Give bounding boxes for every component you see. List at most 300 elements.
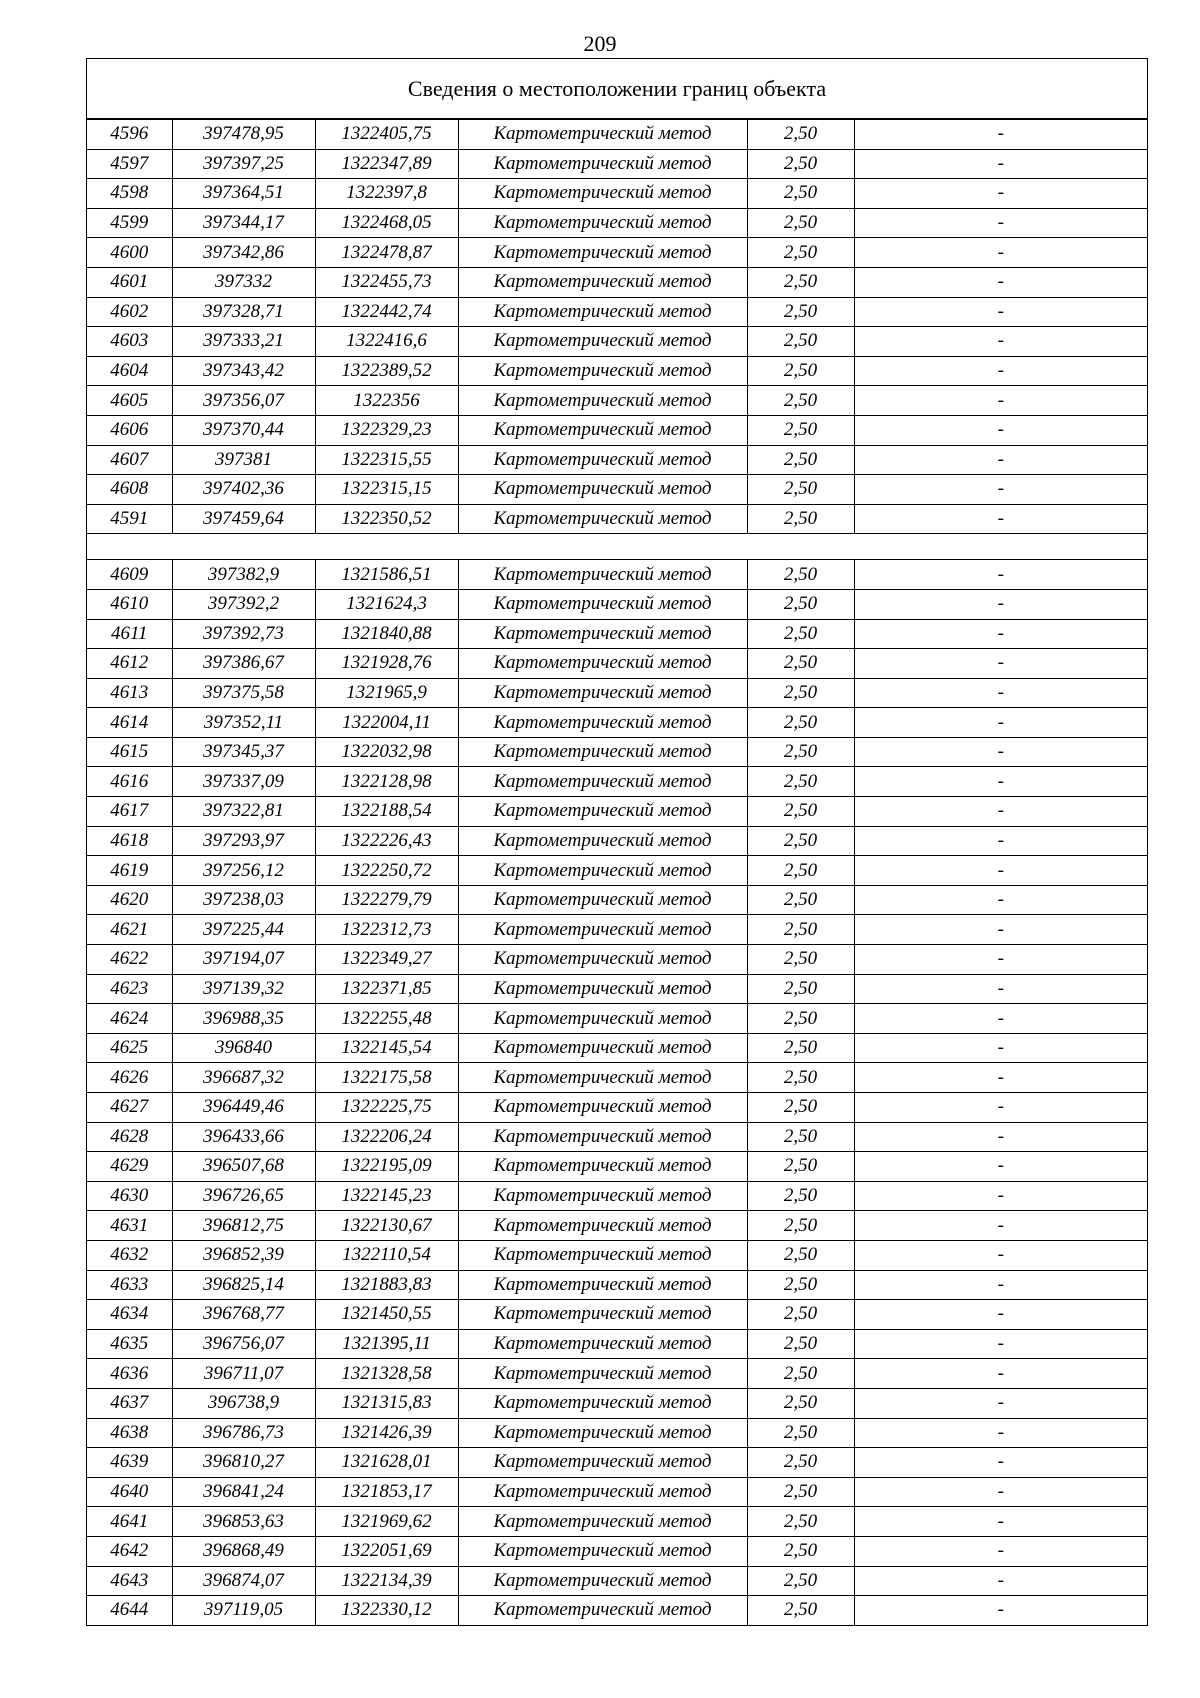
table-row — [87, 415, 1147, 445]
table-row — [87, 1448, 1147, 1478]
accuracy-cell: 2,50 — [747, 797, 854, 827]
table-row — [87, 1477, 1147, 1507]
point-number-cell: 4643 — [87, 1566, 172, 1596]
table-row — [87, 1596, 1147, 1626]
point-number-cell: 4633 — [87, 1270, 172, 1300]
point-number-cell: 4611 — [87, 619, 172, 649]
y-coordinate-cell: 1322371,85 — [315, 974, 458, 1004]
description-cell: - — [854, 149, 1147, 179]
method-cell: Картометрический метод — [458, 1596, 747, 1626]
accuracy-cell: 2,50 — [747, 560, 854, 590]
point-number-cell: 4641 — [87, 1507, 172, 1537]
table-row — [87, 1566, 1147, 1596]
description-cell: - — [854, 179, 1147, 209]
method-cell: Картометрический метод — [458, 1329, 747, 1359]
method-cell: Картометрический метод — [458, 1359, 747, 1389]
x-coordinate-cell: 397397,25 — [172, 149, 315, 179]
description-cell: - — [854, 1270, 1147, 1300]
description-cell: - — [854, 1448, 1147, 1478]
method-cell: Картометрический метод — [458, 179, 747, 209]
method-cell: Картометрический метод — [458, 708, 747, 738]
description-cell: - — [854, 475, 1147, 505]
group-separator-cell — [87, 534, 1147, 560]
description-cell: - — [854, 589, 1147, 619]
point-number-cell: 4602 — [87, 297, 172, 327]
description-cell: - — [854, 1181, 1147, 1211]
method-cell: Картометрический метод — [458, 1004, 747, 1034]
point-number-cell: 4624 — [87, 1004, 172, 1034]
accuracy-cell: 2,50 — [747, 708, 854, 738]
accuracy-cell: 2,50 — [747, 1477, 854, 1507]
table-row — [87, 1388, 1147, 1418]
point-number-cell: 4631 — [87, 1211, 172, 1241]
method-cell: Картометрический метод — [458, 1122, 747, 1152]
method-cell: Картометрический метод — [458, 885, 747, 915]
table-row — [87, 619, 1147, 649]
x-coordinate-cell: 396868,49 — [172, 1536, 315, 1566]
method-cell: Картометрический метод — [458, 1033, 747, 1063]
x-coordinate-cell: 397139,32 — [172, 974, 315, 1004]
y-coordinate-cell: 1322397,8 — [315, 179, 458, 209]
table-row — [87, 120, 1147, 150]
accuracy-cell: 2,50 — [747, 619, 854, 649]
description-cell: - — [854, 1418, 1147, 1448]
x-coordinate-cell: 396853,63 — [172, 1507, 315, 1537]
method-cell: Картометрический метод — [458, 386, 747, 416]
x-coordinate-cell: 397343,42 — [172, 356, 315, 386]
x-coordinate-cell: 396812,75 — [172, 1211, 315, 1241]
x-coordinate-cell: 397356,07 — [172, 386, 315, 416]
y-coordinate-cell: 1322145,54 — [315, 1033, 458, 1063]
point-number-cell: 4600 — [87, 238, 172, 268]
x-coordinate-cell: 396852,39 — [172, 1240, 315, 1270]
coordinates-table-body — [87, 120, 1147, 1626]
method-cell: Картометрический метод — [458, 238, 747, 268]
point-number-cell: 4609 — [87, 560, 172, 590]
description-cell: - — [854, 826, 1147, 856]
description-cell: - — [854, 1536, 1147, 1566]
y-coordinate-cell: 1321395,11 — [315, 1329, 458, 1359]
y-coordinate-cell: 1322130,67 — [315, 1211, 458, 1241]
method-cell: Картометрический метод — [458, 1418, 747, 1448]
accuracy-cell: 2,50 — [747, 1240, 854, 1270]
y-coordinate-cell: 1322188,54 — [315, 797, 458, 827]
accuracy-cell: 2,50 — [747, 208, 854, 238]
table-row — [87, 267, 1147, 297]
y-coordinate-cell: 1322134,39 — [315, 1566, 458, 1596]
description-cell: - — [854, 885, 1147, 915]
y-coordinate-cell: 1321853,17 — [315, 1477, 458, 1507]
accuracy-cell: 2,50 — [747, 1536, 854, 1566]
description-cell: - — [854, 737, 1147, 767]
point-number-cell: 4644 — [87, 1596, 172, 1626]
method-cell: Картометрический метод — [458, 1448, 747, 1478]
method-cell: Картометрический метод — [458, 826, 747, 856]
x-coordinate-cell: 397345,37 — [172, 737, 315, 767]
table-row — [87, 974, 1147, 1004]
method-cell: Картометрический метод — [458, 415, 747, 445]
method-cell: Картометрический метод — [458, 1211, 747, 1241]
accuracy-cell: 2,50 — [747, 649, 854, 679]
description-cell: - — [854, 1507, 1147, 1537]
accuracy-cell: 2,50 — [747, 297, 854, 327]
point-number-cell: 4596 — [87, 120, 172, 150]
table-row — [87, 1300, 1147, 1330]
y-coordinate-cell: 1322250,72 — [315, 856, 458, 886]
accuracy-cell: 2,50 — [747, 678, 854, 708]
x-coordinate-cell: 397238,03 — [172, 885, 315, 915]
point-number-cell: 4618 — [87, 826, 172, 856]
x-coordinate-cell: 397333,21 — [172, 327, 315, 357]
accuracy-cell: 2,50 — [747, 179, 854, 209]
point-number-cell: 4637 — [87, 1388, 172, 1418]
point-number-cell: 4608 — [87, 475, 172, 505]
table-row — [87, 1152, 1147, 1182]
point-number-cell: 4623 — [87, 974, 172, 1004]
x-coordinate-cell: 396874,07 — [172, 1566, 315, 1596]
table-row — [87, 149, 1147, 179]
method-cell: Картометрический метод — [458, 149, 747, 179]
accuracy-cell: 2,50 — [747, 1300, 854, 1330]
x-coordinate-cell: 397293,97 — [172, 826, 315, 856]
description-cell: - — [854, 1152, 1147, 1182]
y-coordinate-cell: 1322051,69 — [315, 1536, 458, 1566]
point-number-cell: 4591 — [87, 504, 172, 534]
method-cell: Картометрический метод — [458, 267, 747, 297]
method-cell: Картометрический метод — [458, 1536, 747, 1566]
accuracy-cell: 2,50 — [747, 1388, 854, 1418]
y-coordinate-cell: 1321328,58 — [315, 1359, 458, 1389]
x-coordinate-cell: 397328,71 — [172, 297, 315, 327]
description-cell: - — [854, 915, 1147, 945]
description-cell: - — [854, 415, 1147, 445]
y-coordinate-cell: 1322356 — [315, 386, 458, 416]
description-cell: - — [854, 797, 1147, 827]
method-cell: Картометрический метод — [458, 1388, 747, 1418]
y-coordinate-cell: 1322110,54 — [315, 1240, 458, 1270]
table-row — [87, 589, 1147, 619]
x-coordinate-cell: 396726,65 — [172, 1181, 315, 1211]
x-coordinate-cell: 397459,64 — [172, 504, 315, 534]
description-cell: - — [854, 1477, 1147, 1507]
table-row — [87, 885, 1147, 915]
point-number-cell: 4606 — [87, 415, 172, 445]
description-cell: - — [854, 1063, 1147, 1093]
accuracy-cell: 2,50 — [747, 1448, 854, 1478]
x-coordinate-cell: 396756,07 — [172, 1329, 315, 1359]
point-number-cell: 4610 — [87, 589, 172, 619]
table-row — [87, 356, 1147, 386]
accuracy-cell: 2,50 — [747, 1181, 854, 1211]
description-cell: - — [854, 856, 1147, 886]
point-number-cell: 4619 — [87, 856, 172, 886]
description-cell: - — [854, 445, 1147, 475]
accuracy-cell: 2,50 — [747, 1329, 854, 1359]
description-cell: - — [854, 1122, 1147, 1152]
point-number-cell: 4612 — [87, 649, 172, 679]
x-coordinate-cell: 397119,05 — [172, 1596, 315, 1626]
x-coordinate-cell: 396840 — [172, 1033, 315, 1063]
table-row — [87, 797, 1147, 827]
x-coordinate-cell: 397402,36 — [172, 475, 315, 505]
y-coordinate-cell: 1322175,58 — [315, 1063, 458, 1093]
description-cell: - — [854, 678, 1147, 708]
x-coordinate-cell: 396687,32 — [172, 1063, 315, 1093]
method-cell: Картометрический метод — [458, 767, 747, 797]
x-coordinate-cell: 397381 — [172, 445, 315, 475]
description-cell: - — [854, 1004, 1147, 1034]
y-coordinate-cell: 1322312,73 — [315, 915, 458, 945]
table-row — [87, 475, 1147, 505]
method-cell: Картометрический метод — [458, 327, 747, 357]
x-coordinate-cell: 397392,73 — [172, 619, 315, 649]
table-row — [87, 445, 1147, 475]
y-coordinate-cell: 1322206,24 — [315, 1122, 458, 1152]
accuracy-cell: 2,50 — [747, 915, 854, 945]
method-cell: Картометрический метод — [458, 797, 747, 827]
description-cell: - — [854, 1566, 1147, 1596]
method-cell: Картометрический метод — [458, 1181, 747, 1211]
accuracy-cell: 2,50 — [747, 267, 854, 297]
accuracy-cell: 2,50 — [747, 445, 854, 475]
point-number-cell: 4604 — [87, 356, 172, 386]
point-number-cell: 4627 — [87, 1093, 172, 1123]
y-coordinate-cell: 1322455,73 — [315, 267, 458, 297]
group-separator-row — [87, 534, 1147, 560]
y-coordinate-cell: 1322032,98 — [315, 737, 458, 767]
y-coordinate-cell: 1322389,52 — [315, 356, 458, 386]
description-cell: - — [854, 1033, 1147, 1063]
page-number: 209 — [583, 31, 617, 56]
method-cell: Картометрический метод — [458, 356, 747, 386]
accuracy-cell: 2,50 — [747, 974, 854, 1004]
y-coordinate-cell: 1321628,01 — [315, 1448, 458, 1478]
point-number-cell: 4640 — [87, 1477, 172, 1507]
accuracy-cell: 2,50 — [747, 1033, 854, 1063]
table-row — [87, 1004, 1147, 1034]
method-cell: Картометрический метод — [458, 560, 747, 590]
method-cell: Картометрический метод — [458, 1152, 747, 1182]
boundary-table — [86, 58, 1148, 1626]
table-row — [87, 1033, 1147, 1063]
table-row — [87, 1181, 1147, 1211]
accuracy-cell: 2,50 — [747, 1418, 854, 1448]
y-coordinate-cell: 1321426,39 — [315, 1418, 458, 1448]
y-coordinate-cell: 1321586,51 — [315, 560, 458, 590]
method-cell: Картометрический метод — [458, 589, 747, 619]
y-coordinate-cell: 1322350,52 — [315, 504, 458, 534]
x-coordinate-cell: 397392,2 — [172, 589, 315, 619]
point-number-cell: 4632 — [87, 1240, 172, 1270]
y-coordinate-cell: 1322468,05 — [315, 208, 458, 238]
x-coordinate-cell: 396825,14 — [172, 1270, 315, 1300]
table-row — [87, 504, 1147, 534]
point-number-cell: 4620 — [87, 885, 172, 915]
coordinates-table — [87, 119, 1147, 1626]
method-cell: Картометрический метод — [458, 974, 747, 1004]
x-coordinate-cell: 397194,07 — [172, 945, 315, 975]
point-number-cell: 4607 — [87, 445, 172, 475]
point-number-cell: 4622 — [87, 945, 172, 975]
x-coordinate-cell: 396988,35 — [172, 1004, 315, 1034]
point-number-cell: 4603 — [87, 327, 172, 357]
accuracy-cell: 2,50 — [747, 737, 854, 767]
method-cell: Картометрический метод — [458, 737, 747, 767]
description-cell: - — [854, 504, 1147, 534]
table-row — [87, 1359, 1147, 1389]
point-number-cell: 4635 — [87, 1329, 172, 1359]
method-cell: Картометрический метод — [458, 915, 747, 945]
method-cell: Картометрический метод — [458, 678, 747, 708]
description-cell: - — [854, 356, 1147, 386]
description-cell: - — [854, 619, 1147, 649]
point-number-cell: 4636 — [87, 1359, 172, 1389]
method-cell: Картометрический метод — [458, 1566, 747, 1596]
accuracy-cell: 2,50 — [747, 475, 854, 505]
table-row — [87, 767, 1147, 797]
accuracy-cell: 2,50 — [747, 327, 854, 357]
description-cell: - — [854, 649, 1147, 679]
table-row — [87, 1122, 1147, 1152]
table-row — [87, 1329, 1147, 1359]
table-row — [87, 915, 1147, 945]
point-number-cell: 4642 — [87, 1536, 172, 1566]
x-coordinate-cell: 397342,86 — [172, 238, 315, 268]
method-cell: Картометрический метод — [458, 1093, 747, 1123]
y-coordinate-cell: 1322347,89 — [315, 149, 458, 179]
method-cell: Картометрический метод — [458, 1270, 747, 1300]
table-row — [87, 327, 1147, 357]
description-cell: - — [854, 1359, 1147, 1389]
accuracy-cell: 2,50 — [747, 386, 854, 416]
table-row — [87, 737, 1147, 767]
y-coordinate-cell: 1321969,62 — [315, 1507, 458, 1537]
x-coordinate-cell: 397256,12 — [172, 856, 315, 886]
method-cell: Картометрический метод — [458, 208, 747, 238]
table-row — [87, 856, 1147, 886]
x-coordinate-cell: 397322,81 — [172, 797, 315, 827]
point-number-cell: 4601 — [87, 267, 172, 297]
point-number-cell: 4625 — [87, 1033, 172, 1063]
table-row — [87, 1093, 1147, 1123]
y-coordinate-cell: 1322195,09 — [315, 1152, 458, 1182]
x-coordinate-cell: 397352,11 — [172, 708, 315, 738]
accuracy-cell: 2,50 — [747, 238, 854, 268]
description-cell: - — [854, 327, 1147, 357]
description-cell: - — [854, 1329, 1147, 1359]
accuracy-cell: 2,50 — [747, 1004, 854, 1034]
point-number-cell: 4597 — [87, 149, 172, 179]
description-cell: - — [854, 974, 1147, 1004]
table-row — [87, 179, 1147, 209]
description-cell: - — [854, 1211, 1147, 1241]
description-cell: - — [854, 560, 1147, 590]
method-cell: Картометрический метод — [458, 619, 747, 649]
y-coordinate-cell: 1321624,3 — [315, 589, 458, 619]
description-cell: - — [854, 945, 1147, 975]
point-number-cell: 4621 — [87, 915, 172, 945]
y-coordinate-cell: 1322225,75 — [315, 1093, 458, 1123]
description-cell: - — [854, 767, 1147, 797]
x-coordinate-cell: 396841,24 — [172, 1477, 315, 1507]
accuracy-cell: 2,50 — [747, 149, 854, 179]
accuracy-cell: 2,50 — [747, 885, 854, 915]
description-cell: - — [854, 1300, 1147, 1330]
x-coordinate-cell: 397370,44 — [172, 415, 315, 445]
y-coordinate-cell: 1321928,76 — [315, 649, 458, 679]
table-row — [87, 1507, 1147, 1537]
accuracy-cell: 2,50 — [747, 1507, 854, 1537]
accuracy-cell: 2,50 — [747, 945, 854, 975]
table-row — [87, 1536, 1147, 1566]
accuracy-cell: 2,50 — [747, 415, 854, 445]
y-coordinate-cell: 1322478,87 — [315, 238, 458, 268]
point-number-cell: 4615 — [87, 737, 172, 767]
accuracy-cell: 2,50 — [747, 1122, 854, 1152]
point-number-cell: 4634 — [87, 1300, 172, 1330]
x-coordinate-cell: 396768,77 — [172, 1300, 315, 1330]
description-cell: - — [854, 297, 1147, 327]
table-row — [87, 826, 1147, 856]
description-cell: - — [854, 238, 1147, 268]
table-row — [87, 708, 1147, 738]
method-cell: Картометрический метод — [458, 1300, 747, 1330]
x-coordinate-cell: 396507,68 — [172, 1152, 315, 1182]
point-number-cell: 4629 — [87, 1152, 172, 1182]
y-coordinate-cell: 1322279,79 — [315, 885, 458, 915]
table-row — [87, 1270, 1147, 1300]
x-coordinate-cell: 397375,58 — [172, 678, 315, 708]
y-coordinate-cell: 1322128,98 — [315, 767, 458, 797]
table-row — [87, 1418, 1147, 1448]
description-cell: - — [854, 1240, 1147, 1270]
x-coordinate-cell: 397382,9 — [172, 560, 315, 590]
accuracy-cell: 2,50 — [747, 589, 854, 619]
description-cell: - — [854, 386, 1147, 416]
y-coordinate-cell: 1321450,55 — [315, 1300, 458, 1330]
accuracy-cell: 2,50 — [747, 1152, 854, 1182]
accuracy-cell: 2,50 — [747, 1596, 854, 1626]
table-row — [87, 238, 1147, 268]
accuracy-cell: 2,50 — [747, 1270, 854, 1300]
description-cell: - — [854, 120, 1147, 150]
x-coordinate-cell: 397478,95 — [172, 120, 315, 150]
accuracy-cell: 2,50 — [747, 826, 854, 856]
x-coordinate-cell: 397364,51 — [172, 179, 315, 209]
y-coordinate-cell: 1321315,83 — [315, 1388, 458, 1418]
description-cell: - — [854, 1596, 1147, 1626]
table-row — [87, 297, 1147, 327]
method-cell: Картометрический метод — [458, 945, 747, 975]
y-coordinate-cell: 1322315,55 — [315, 445, 458, 475]
point-number-cell: 4616 — [87, 767, 172, 797]
method-cell: Картометрический метод — [458, 1477, 747, 1507]
y-coordinate-cell: 1322330,12 — [315, 1596, 458, 1626]
table-row — [87, 1063, 1147, 1093]
accuracy-cell: 2,50 — [747, 856, 854, 886]
point-number-cell: 4605 — [87, 386, 172, 416]
description-cell: - — [854, 208, 1147, 238]
method-cell: Картометрический метод — [458, 297, 747, 327]
y-coordinate-cell: 1321965,9 — [315, 678, 458, 708]
table-row — [87, 1240, 1147, 1270]
y-coordinate-cell: 1322442,74 — [315, 297, 458, 327]
y-coordinate-cell: 1322349,27 — [315, 945, 458, 975]
table-row — [87, 649, 1147, 679]
point-number-cell: 4626 — [87, 1063, 172, 1093]
y-coordinate-cell: 1322315,15 — [315, 475, 458, 505]
accuracy-cell: 2,50 — [747, 504, 854, 534]
